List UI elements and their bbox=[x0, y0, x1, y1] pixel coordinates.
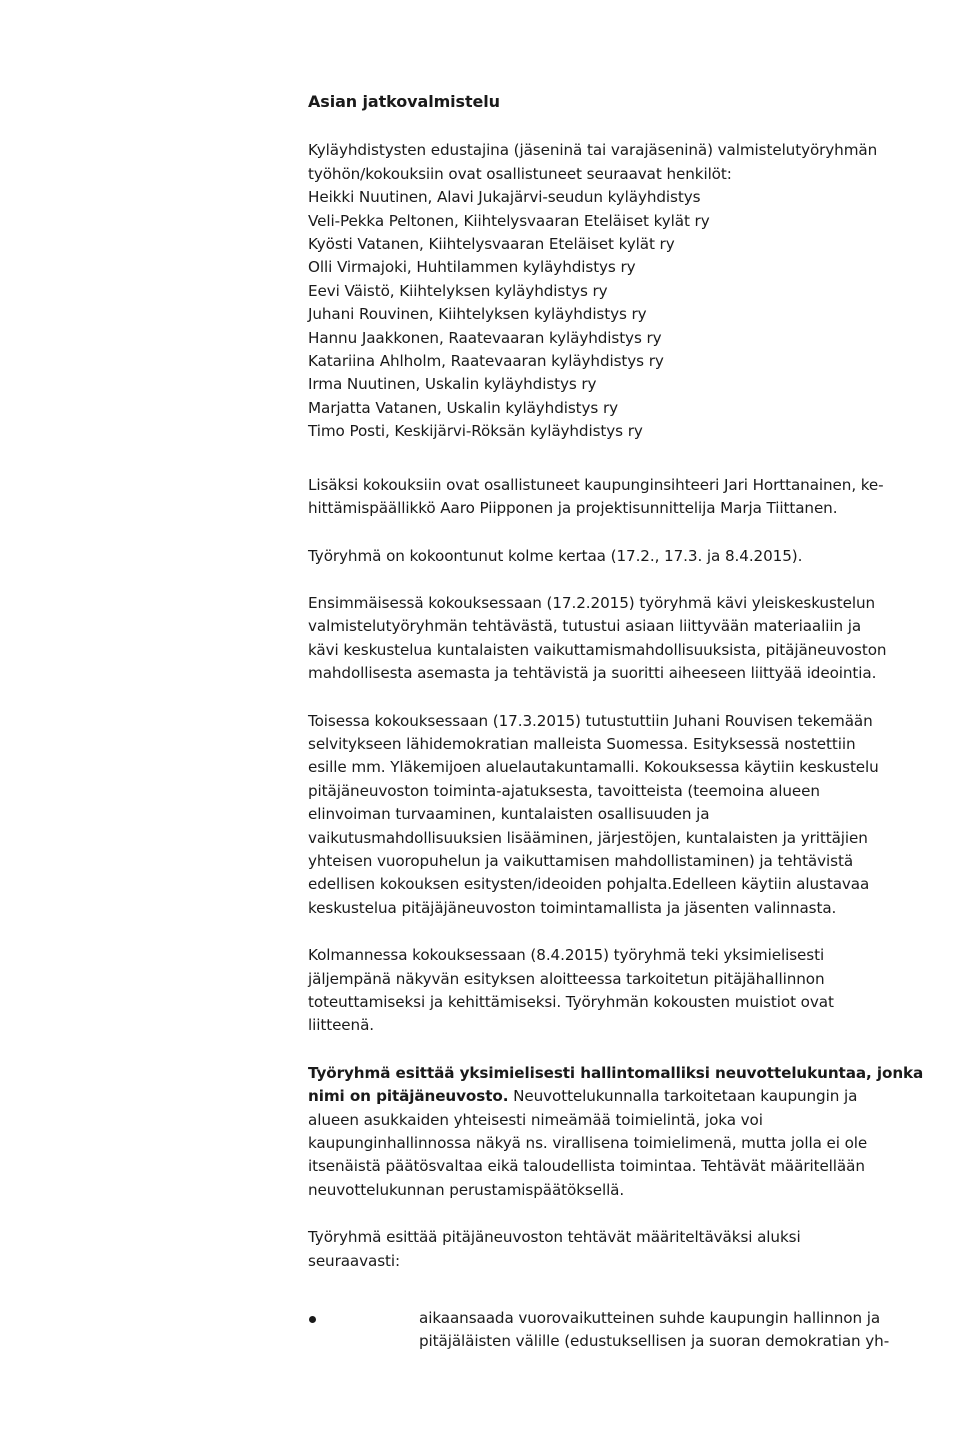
second-meeting-line: pitäjäneuvoston toiminta-ajatuksesta, tavoitteista (teemoina alueen bbox=[308, 781, 820, 800]
additional-participants-paragraph bbox=[308, 474, 918, 521]
proposal-bold-fragment: nimi on pitäjäneuvosto. bbox=[308, 1087, 509, 1106]
intro-paragraph bbox=[308, 139, 918, 443]
second-meeting-line: vaikutusmahdollisuuksien lisääminen, järjestöjen, kuntalaisten ja yrittäjien bbox=[308, 828, 868, 847]
first-meeting-line: Ensimmäisessä kokouksessaan (17.2.2015) työryhmä kävi yleiskeskustelun bbox=[308, 593, 876, 612]
second-meeting-line: esille mm. Yläkemijoen aluelautakuntamalli. Kokouksessa käytiin keskustelu bbox=[308, 758, 879, 777]
intro-line: työhön/kokouksiin ovat osallistuneet seuraavat henkilöt: bbox=[308, 164, 732, 183]
additional-line: hittämispäällikkö Aaro Piipponen ja projektisunnittelija Marja Tiittanen. bbox=[308, 499, 838, 518]
document-page bbox=[308, 90, 924, 1354]
participant-line: Veli-Pekka Peltonen, Kiihtelysvaaran Eteläiset kylät ry bbox=[308, 211, 710, 230]
third-meeting-line: Kolmannessa kokouksessaan (8.4.2015) työryhmä teki yksimielisesti bbox=[308, 946, 825, 965]
bullet-line: aikaansaada vuorovaikutteinen suhde kaupungin hallinnon ja bbox=[419, 1309, 881, 1328]
meetings-summary-paragraph bbox=[308, 545, 918, 568]
participant-line: Olli Virmajoki, Huhtilammen kyläyhdistys ry bbox=[308, 258, 636, 277]
bullet-icon bbox=[309, 1316, 316, 1323]
participant-line: Irma Nuutinen, Uskalin kyläyhdistys ry bbox=[308, 375, 597, 394]
proposal-bold-line: Työryhmä esittää yksimielisesti hallintomalliksi neuvottelukuntaa, jonka bbox=[308, 1063, 924, 1082]
proposal-line: kaupunginhallinnossa näkyä ns. virallisena toimielimenä, mutta jolla ei ole bbox=[308, 1134, 868, 1153]
participant-line: Heikki Nuutinen, Alavi Jukajärvi-seudun kyläyhdistys bbox=[308, 188, 701, 207]
proposal-line: itsenäistä päätösvaltaa eikä taloudellista toimintaa. Tehtävät määritellään bbox=[308, 1157, 865, 1176]
participant-line: Katariina Ahlholm, Raatevaaran kyläyhdistys ry bbox=[308, 352, 664, 371]
second-meeting-line: keskustelua pitäjäjäneuvoston toimintamallista ja jäsenten valinnasta. bbox=[308, 898, 837, 917]
third-meeting-paragraph bbox=[308, 944, 918, 1038]
third-meeting-line: liitteenä. bbox=[308, 1016, 375, 1035]
proposal-line: alueen asukkaiden yhteisesti nimeämää toimielintä, joka voi bbox=[308, 1110, 763, 1129]
first-meeting-line: kävi keskustelua kuntalaisten vaikuttamismahdollisuuksista, pitäjäneuvoston bbox=[308, 640, 887, 659]
first-meeting-line: valmistelutyöryhmän tehtävästä, tutustui asiaan liittyvään materiaaliin ja bbox=[308, 617, 862, 636]
tasks-intro-paragraph bbox=[308, 1226, 918, 1273]
bullet-text bbox=[419, 1307, 918, 1354]
participant-line: Marjatta Vatanen, Uskalin kyläyhdistys ry bbox=[308, 398, 618, 417]
first-meeting-line: mahdollisesta asemasta ja tehtävistä ja suoritti aiheeseen liittyää ideointia. bbox=[308, 664, 877, 683]
proposal-line: neuvottelukunnan perustamispäätöksellä. bbox=[308, 1180, 625, 1199]
second-meeting-line: edellisen kokouksen esitysten/ideoiden pohjalta.Edelleen käytiin alustavaa bbox=[308, 875, 870, 894]
tasks-intro-line: Työryhmä esittää pitäjäneuvoston tehtävät määriteltäväksi aluksi bbox=[308, 1228, 801, 1247]
participant-line: Hannu Jaakkonen, Raatevaaran kyläyhdistys ry bbox=[308, 328, 662, 347]
tasks-intro-line: seuraavasti: bbox=[308, 1251, 401, 1270]
second-meeting-paragraph bbox=[308, 710, 918, 921]
first-meeting-paragraph bbox=[308, 592, 918, 686]
proposal-text-fragment: Neuvottelukunnalla tarkoitetaan kaupungin ja bbox=[508, 1087, 858, 1106]
second-meeting-line: elinvoiman turvaaminen, kuntalaisten osallisuuden ja bbox=[308, 805, 710, 824]
participant-line: Juhani Rouvinen, Kiihtelyksen kyläyhdistys ry bbox=[308, 305, 647, 324]
participant-line: Eevi Väistö, Kiihtelyksen kyläyhdistys ry bbox=[308, 281, 608, 300]
second-meeting-line: selvitykseen lähidemokratian malleista Suomessa. Esityksessä nostettiin bbox=[308, 734, 856, 753]
third-meeting-line: toteuttamiseksi ja kehittämiseksi. Työryhmän kokousten muistiot ovat bbox=[308, 993, 834, 1011]
additional-line: Lisäksi kokouksiin ovat osallistuneet kaupunginsihteeri Jari Horttanainen, ke- bbox=[308, 475, 884, 494]
bullet-line: pitäjäläisten välille (edustuksellisen ja suoran demokratian yh- bbox=[419, 1332, 890, 1351]
proposal-paragraph bbox=[308, 1062, 924, 1202]
proposal-mixed-line bbox=[308, 1085, 918, 1108]
meetings-summary-line: Työryhmä on kokoontunut kolme kertaa (17.2., 17.3. ja 8.4.2015). bbox=[308, 546, 803, 565]
second-meeting-line: yhteisen vuoropuhelun ja vaikuttamisen mahdollistaminen) ja tehtävistä bbox=[308, 851, 854, 870]
participant-line: Timo Posti, Keskijärvi-Röksän kyläyhdistys ry bbox=[308, 422, 643, 441]
section-heading: Asian jatkovalmistelu bbox=[308, 92, 500, 111]
second-meeting-line: Toisessa kokouksessaan (17.3.2015) tutustuttiin Juhani Rouvisen tekemään bbox=[308, 711, 873, 730]
third-meeting-line: jäljempänä näkyvän esityksen aloitteessa tarkoitetun pitäjähallinnon bbox=[308, 969, 825, 988]
intro-line: Kyläyhdistysten edustajina (jäseninä tai varajäseninä) valmistelutyöryhmän bbox=[308, 141, 878, 160]
task-bullet-item bbox=[308, 1307, 918, 1354]
participant-line: Kyösti Vatanen, Kiihtelysvaaran Eteläiset kylät ry bbox=[308, 235, 675, 254]
